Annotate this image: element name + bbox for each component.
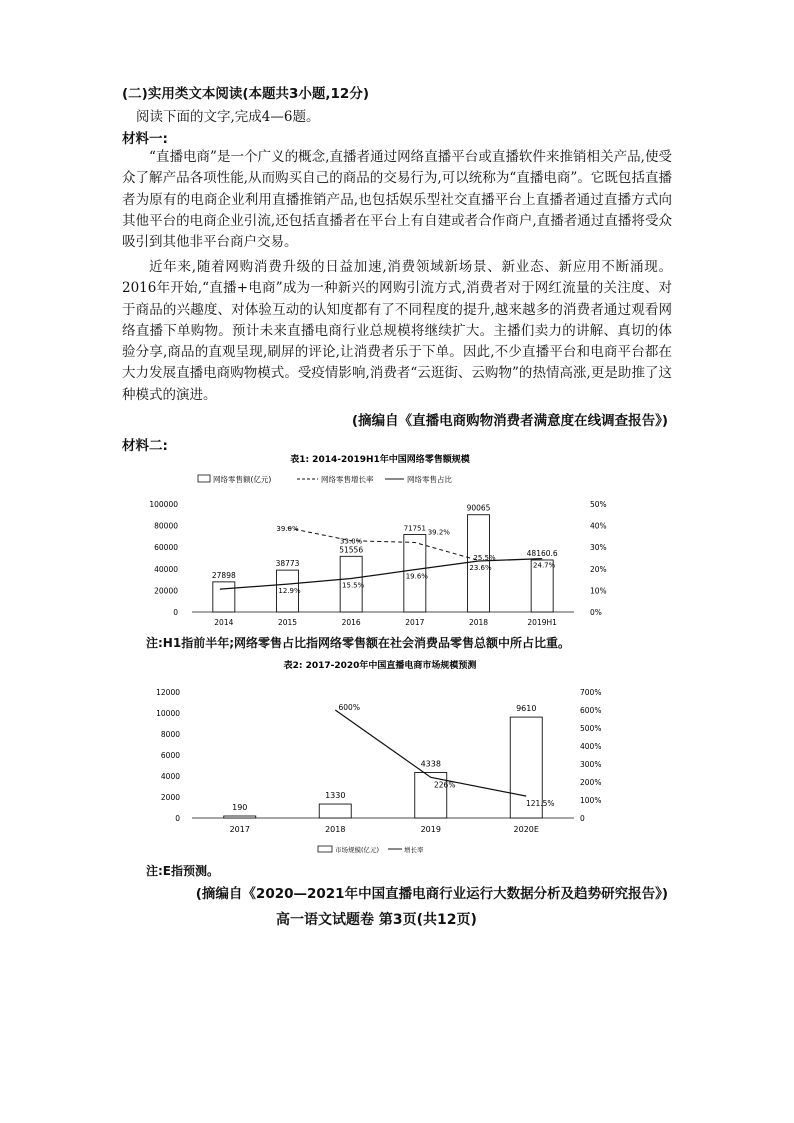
chart-1-legend-share: 网络零售占比 bbox=[407, 475, 452, 484]
instruction: 阅读下面的文字,完成4—6题。 bbox=[136, 109, 320, 125]
chart-1-extra-label: 71751 bbox=[403, 524, 426, 533]
chart-2-y-tick: 4000 bbox=[160, 772, 180, 781]
chart-2-x-tick: 2020E bbox=[513, 825, 539, 834]
chart-1-y2-tick: 40% bbox=[590, 521, 607, 531]
chart-2-y2-tick: 300% bbox=[580, 760, 602, 769]
paragraph-2: 近年来,随着网购消费升级的日益加速,消费领域新场景、新业态、新应用不断涌现。2016年开始,“直播+电商”成为一种新兴的网购引流方式,消费者对于网红流量的关注度、对于商品的兴趣度、对体验互动的认知度都有了不同程度的提升,越来越多的消费者通过观看网络直播下单购物。预计未来直播电商行业总规模将继续扩大。主播们卖力的讲解、真切的体验分享,商品的直观呈现,刷屏的评论,让消费者乐于下单。因此,不少直播平台和电商平台都在大力发展直播电商购物模式。受疫情影响,消费者“云逛街、云购物”的热情高涨,更是助推了这种模式的演进。 bbox=[122, 259, 672, 403]
chart-2-y2-tick: 0 bbox=[580, 814, 585, 823]
chart-2-x-tick: 2019 bbox=[420, 825, 441, 834]
chart-1-bar-label: 27898 bbox=[211, 570, 236, 580]
chart-1-bar bbox=[213, 582, 235, 612]
chart-2-growth-label: 121.5% bbox=[525, 799, 555, 809]
chart-1-y-tick: 100000 bbox=[149, 500, 178, 509]
chart-2-y-tick: 10000 bbox=[156, 709, 180, 718]
chart-1-bar-label: 38773 bbox=[275, 559, 300, 569]
chart-1-y-tick: 0 bbox=[173, 608, 178, 617]
chart-1-x-tick: 2015 bbox=[277, 618, 298, 627]
chart-1-extra-label: 25.5% bbox=[473, 553, 496, 562]
chart-1-share-label: 15.5% bbox=[342, 581, 365, 590]
chart-2-growth-label: 600% bbox=[338, 703, 360, 712]
chart-1-bar-label: 51556 bbox=[339, 545, 364, 555]
chart-2-y2-tick: 600% bbox=[580, 706, 602, 715]
chart-2-growth-label: 226% bbox=[434, 780, 456, 790]
chart-1-share-line bbox=[220, 559, 542, 589]
chart-2-legend-bar: 市场规模(亿元) bbox=[335, 846, 380, 854]
chart-1-share-label: 12.9% bbox=[278, 587, 301, 596]
chart-1-extra-label: 39.2% bbox=[427, 528, 450, 537]
chart-1-share-label: 23.6% bbox=[469, 564, 492, 573]
chart-2-legend-growth: 增长率 bbox=[404, 846, 424, 854]
chart-2-bar-label: 190 bbox=[232, 803, 248, 812]
note-1: 注:H1指前半年;网络零售占比指网络零售额在社会消费品零售总额中所占比重。 bbox=[146, 636, 570, 650]
chart-2-x-tick: 2017 bbox=[229, 825, 250, 834]
chart-2-title: 表2: 2017-2020年中国直播电商市场规模预测 bbox=[283, 661, 477, 671]
chart-1-title: 表1: 2014-2019H1年中国网络零售额规模 bbox=[290, 455, 470, 465]
chart-1-legend-bar-swatch bbox=[198, 475, 210, 482]
chart-1-y2-tick: 0% bbox=[590, 608, 602, 617]
chart-2-y-tick: 8000 bbox=[160, 730, 180, 739]
chart-2-y2-tick: 700% bbox=[580, 688, 602, 697]
chart-2 bbox=[140, 656, 620, 860]
chart-1-growth-label: 39.0% bbox=[276, 524, 299, 533]
chart-1-y-tick: 80000 bbox=[154, 521, 178, 531]
chart-1-share-label: 24.7% bbox=[533, 561, 556, 570]
chart-1-y2-tick: 30% bbox=[590, 543, 607, 553]
paragraph-1: “直播电商”是一个广义的概念,直播者通过网络直播平台或直播软件来推销相关产品,使受众了解产品各项性能,从而购买自己的商品的交易行为,可以统称为“直播电商”。它既包括直播者为原有的电商企业利用直播推销产品,也包括娱乐型社交直播平台上直播者通过直播方式向其他平台的电商企业引流,还包括直播者在平台上有自建或者合作商户,直播者通过直播将受众吸引到其他非平台商户交易。 bbox=[122, 149, 672, 251]
chart-1-y2-tick: 50% bbox=[590, 500, 607, 509]
chart-2-y2-tick: 100% bbox=[580, 796, 602, 805]
chart-2-y2-tick: 200% bbox=[580, 778, 602, 787]
chart-2-y-tick: 0 bbox=[175, 814, 180, 823]
chart-2-x-tick: 2018 bbox=[325, 825, 346, 834]
chart-1-x-tick: 2017 bbox=[405, 618, 425, 627]
chart-1-x-tick: 2014 bbox=[214, 618, 234, 627]
material2-label: 材料二: bbox=[122, 438, 168, 454]
chart-2-y-tick: 2000 bbox=[160, 793, 180, 802]
chart-1 bbox=[140, 448, 620, 638]
chart-2-bar-label: 9610 bbox=[516, 704, 537, 714]
chart-1-y-tick: 40000 bbox=[154, 564, 178, 574]
section-heading: (二)实用类文本阅读(本题共3小题,12分) bbox=[122, 86, 369, 102]
chart-2-y2-tick: 500% bbox=[580, 724, 602, 733]
chart-1-y2-tick: 20% bbox=[590, 564, 607, 574]
chart-1-x-tick: 2018 bbox=[468, 618, 489, 627]
chart-1-y-tick: 60000 bbox=[154, 543, 178, 553]
chart-1-growth-label: 33.0% bbox=[340, 537, 363, 546]
chart-1-bar-label: 48160.6 bbox=[526, 548, 558, 558]
chart-2-bar bbox=[224, 816, 256, 818]
chart-1-x-tick: 2019H1 bbox=[527, 618, 557, 627]
chart-1-legend-bar: 网络零售额(亿元) bbox=[213, 475, 272, 484]
chart-1-x-tick: 2016 bbox=[341, 618, 361, 627]
page-footer: 高一语文试题卷 第3页(共12页) bbox=[276, 912, 477, 928]
chart-2-bar-label: 1330 bbox=[325, 791, 346, 801]
chart-2-bar bbox=[319, 804, 351, 818]
material1-label: 材料一: bbox=[122, 131, 168, 147]
source-2: (摘编自《2020—2021年中国直播电商行业运行大数据分析及趋势研究报告》) bbox=[195, 886, 668, 902]
chart-1-y-tick: 20000 bbox=[154, 586, 178, 596]
chart-2-y-tick: 6000 bbox=[160, 751, 180, 760]
chart-1-bar-label: 90065 bbox=[466, 503, 491, 513]
chart-2-y2-tick: 400% bbox=[580, 742, 602, 751]
chart-1-share-label: 19.6% bbox=[405, 572, 428, 581]
chart-2-y-tick: 12000 bbox=[156, 688, 180, 697]
note-2: 注:E指预测。 bbox=[146, 864, 219, 878]
source-1: (摘编自《直播电商购物消费者满意度在线调查报告》) bbox=[351, 413, 668, 429]
chart-1-y2-tick: 10% bbox=[590, 586, 607, 596]
chart-2-bar-label: 4338 bbox=[420, 759, 441, 769]
chart-1-legend-growth: 网络零售增长率 bbox=[321, 475, 374, 484]
chart-2-legend-bar-swatch bbox=[318, 846, 332, 852]
